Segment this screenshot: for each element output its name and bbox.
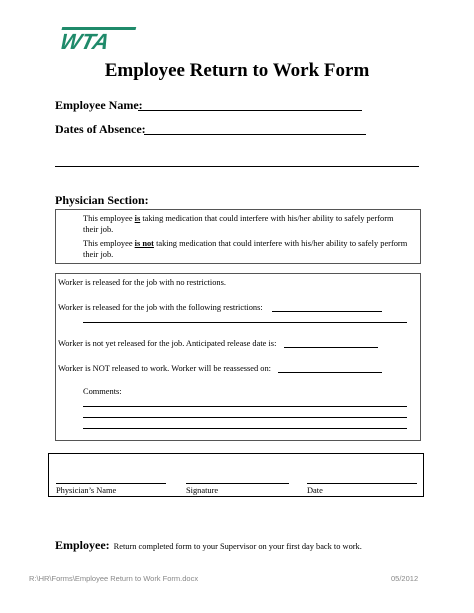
signature-box [48,453,424,497]
signature-field[interactable] [186,483,289,484]
restrictions-field[interactable] [272,311,382,312]
employee-note-label: Employee: [55,538,110,552]
physician-name-label: Physician’s Name [56,486,117,495]
release-with-restrictions[interactable]: Worker is released for the job with the following restrictions: [58,303,263,312]
physician-section-title: Physician Section: [55,193,149,207]
release-no-restrictions[interactable]: Worker is released for the job with no restrictions. [58,278,226,287]
employee-note [55,536,362,554]
footer-path: R:\HR\Forms\Employee Return to Work Form.docx [29,574,199,583]
employee-name-field[interactable] [138,110,362,111]
footer-date: 05/2012 [391,574,419,583]
divider [55,166,419,167]
medication-taking[interactable]: This employee is taking medication that could interfere with his/her ability to safely perform their job. [83,214,394,234]
employee-note-text: Return completed form to your Supervisor on your first day back to work. [113,542,362,551]
release-not-yet[interactable]: Worker is not yet released for the job. Anticipated release date is: [58,339,277,348]
restrictions-field-line2[interactable] [83,322,407,323]
employee-name-label: Employee Name: [55,98,143,112]
date-label: Date [307,486,323,495]
wta-logo-graphic [55,24,139,52]
comments-line-3[interactable] [83,428,407,429]
page-title: Employee Return to Work Form [104,60,370,81]
physician-name-field[interactable] [56,483,166,484]
anticipated-release-date-field[interactable] [284,347,378,348]
date-field[interactable] [307,483,417,484]
signature-label: Signature [186,486,219,495]
release-not-released[interactable]: Worker is NOT released to work. Worker will be reassessed on: [58,364,272,373]
wta-logo [55,24,139,52]
dates-absence-field[interactable] [144,134,366,135]
medication-not-taking[interactable]: This employee is not taking medication that could interfere with his/her ability to safely perform their job. [83,239,408,259]
comments-line-1[interactable] [83,406,407,407]
logo-text: WTA [57,29,113,52]
comments-label: Comments: [83,387,122,396]
dates-absence-label: Dates of Absence: [55,122,146,136]
medication-box [55,209,421,264]
comments-line-2[interactable] [83,417,407,418]
reassess-date-field[interactable] [278,372,382,373]
release-box [55,273,421,441]
